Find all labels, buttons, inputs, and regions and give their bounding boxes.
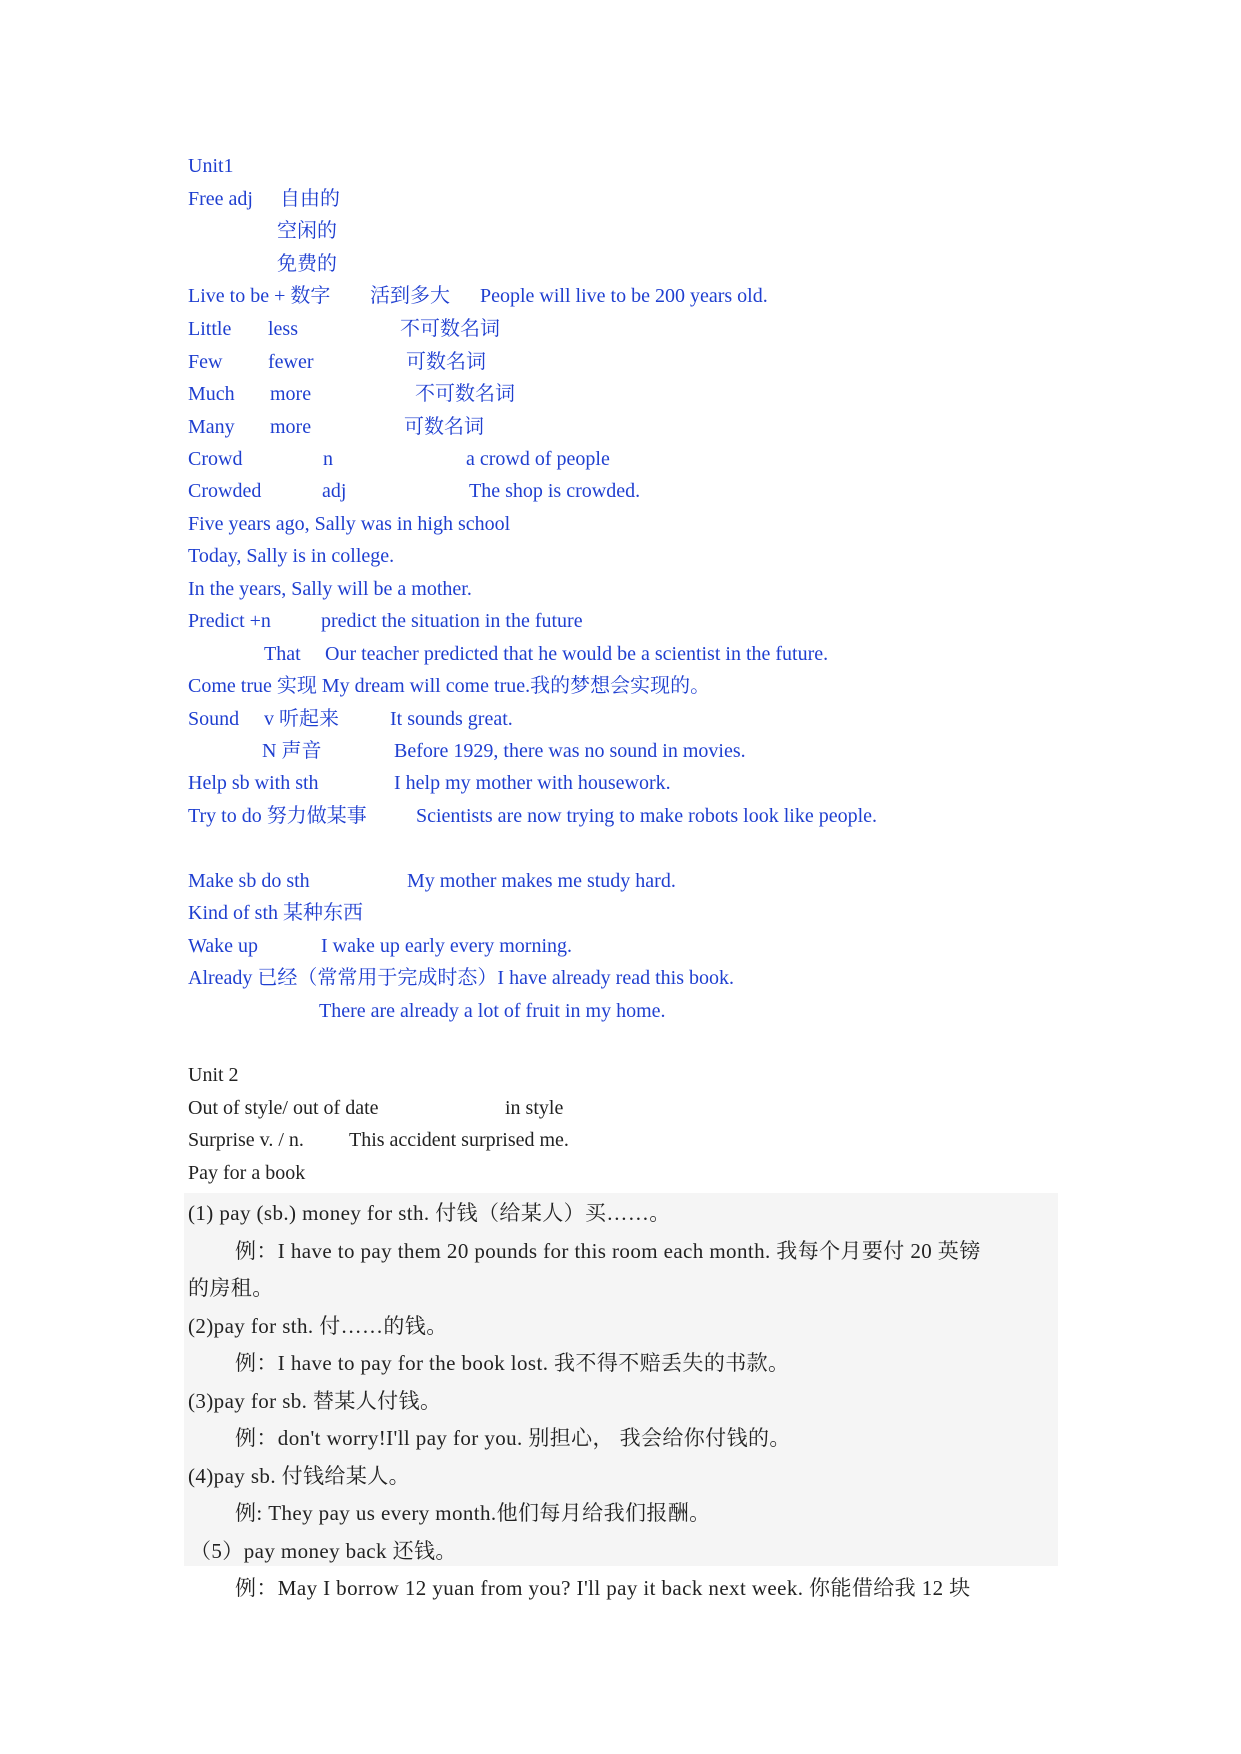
usage-example: 例：don't worry!I'll pay for you. 别担心， 我会给你付钱的。 bbox=[235, 1426, 791, 1450]
example: Scientists are now trying to make robots look like people. bbox=[416, 805, 878, 827]
usage-example: 例: They pay us every month.他们每月给我们报酬。 bbox=[235, 1501, 711, 1525]
phrase: That bbox=[264, 643, 301, 665]
word: Crowded bbox=[188, 480, 262, 502]
note: a crowd of people bbox=[466, 448, 610, 470]
form: n bbox=[323, 448, 333, 470]
form: more bbox=[270, 383, 312, 405]
usage-line: (1) pay (sb.) money for sth. 付钱（给某人）买……。 bbox=[188, 1201, 671, 1225]
example: I help my mother with housework. bbox=[394, 772, 671, 794]
phrase: Wake up bbox=[188, 935, 259, 957]
sentence: Five years ago, Sally was in high school bbox=[188, 513, 511, 535]
meaning: N 声音 bbox=[262, 740, 322, 762]
note: 可数名词 bbox=[406, 351, 486, 373]
sentence: In the years, Sally will be a mother. bbox=[188, 578, 472, 600]
phrase: Make sb do sth bbox=[188, 870, 310, 892]
example: Before 1929, there was no sound in movies. bbox=[394, 740, 746, 762]
word: Few bbox=[188, 351, 223, 373]
example: People will live to be 200 years old. bbox=[480, 285, 768, 307]
vocab-pay-for: Pay for a book bbox=[188, 1162, 306, 1184]
meaning: 活到多大 bbox=[370, 285, 450, 307]
example: It sounds great. bbox=[390, 708, 513, 730]
note: The shop is crowded. bbox=[469, 480, 641, 502]
note: 不可数名词 bbox=[415, 383, 515, 405]
vocab-come-true: Come true 实现 My dream will come true.我的梦想会实现的。 bbox=[188, 675, 711, 697]
usage-example: 例：I have to pay them 20 pounds for this room each month. 我每个月要付 20 英镑 bbox=[235, 1239, 981, 1263]
phrase: Try to do 努力做某事 bbox=[188, 805, 367, 827]
form: more bbox=[270, 416, 312, 438]
phrase: Out of style/ out of date bbox=[188, 1097, 379, 1119]
unit1-title: Unit1 bbox=[188, 155, 234, 177]
example: This accident surprised me. bbox=[349, 1129, 569, 1151]
word: Many bbox=[188, 416, 235, 438]
word: Sound bbox=[188, 708, 240, 730]
usage-line: (3)pay for sb. 替某人付钱。 bbox=[188, 1389, 442, 1413]
example: I wake up early every morning. bbox=[321, 935, 573, 957]
vocab-kind-of: Kind of sth 某种东西 bbox=[188, 902, 363, 924]
word: Free adj bbox=[188, 188, 253, 210]
phrase: Help sb with sth bbox=[188, 772, 319, 794]
meaning: v 听起来 bbox=[264, 708, 339, 730]
note: 不可数名词 bbox=[400, 318, 500, 340]
usage-line: （5）pay money back 还钱。 bbox=[190, 1539, 457, 1563]
example: Our teacher predicted that he would be a scientist in the future. bbox=[325, 643, 829, 665]
usage-line: (4)pay sb. 付钱给某人。 bbox=[188, 1464, 411, 1488]
meaning: 自由的 bbox=[280, 188, 340, 210]
usage-example-cont: 的房租。 bbox=[188, 1276, 274, 1300]
word: Crowd bbox=[188, 448, 243, 470]
form: fewer bbox=[268, 351, 314, 373]
phrase: in style bbox=[505, 1097, 564, 1119]
example: My mother makes me study hard. bbox=[407, 870, 676, 892]
form: adj bbox=[322, 480, 347, 502]
note: 可数名词 bbox=[404, 416, 484, 438]
usage-line: (2)pay for sth. 付……的钱。 bbox=[188, 1314, 448, 1338]
word: Surprise v. / n. bbox=[188, 1129, 304, 1151]
word: Little bbox=[188, 318, 232, 340]
usage-example: 例：May I borrow 12 yuan from you? I'll pay it back next week. 你能借给我 12 块 bbox=[235, 1576, 971, 1600]
sentence: Today, Sally is in college. bbox=[188, 545, 395, 567]
unit2-title: Unit 2 bbox=[188, 1064, 239, 1086]
meaning: 免费的 bbox=[277, 253, 337, 275]
word: Much bbox=[188, 383, 235, 405]
form: less bbox=[268, 318, 298, 340]
phrase: Live to be + 数字 bbox=[188, 285, 331, 307]
example: There are already a lot of fruit in my home. bbox=[319, 1000, 666, 1022]
vocab-already: Already 已经（常常用于完成时态）I have already read this book. bbox=[188, 967, 734, 989]
meaning: 空闲的 bbox=[277, 220, 337, 242]
example: predict the situation in the future bbox=[321, 610, 583, 632]
usage-example: 例：I have to pay for the book lost. 我不得不赔丢失的书款。 bbox=[235, 1351, 790, 1375]
phrase: Predict +n bbox=[188, 610, 271, 632]
